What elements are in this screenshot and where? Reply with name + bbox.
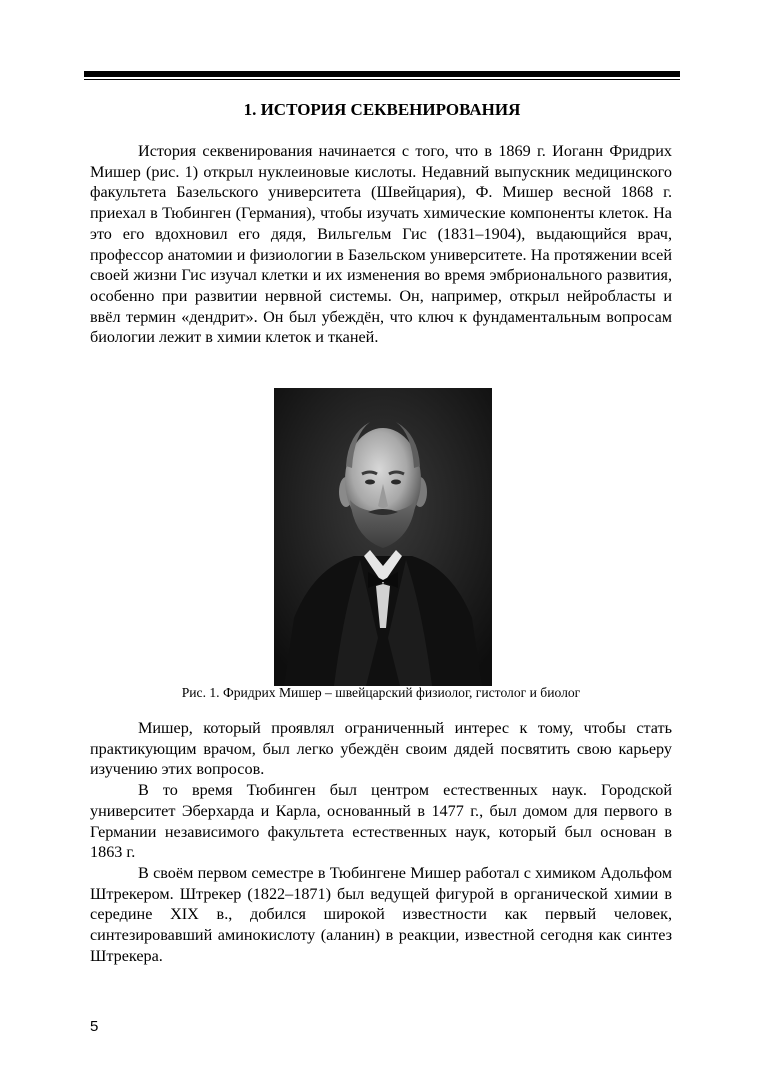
header-rule-thick bbox=[84, 71, 680, 77]
body-text-before-figure bbox=[90, 141, 672, 348]
paragraph: История секвенирования начинается с того, что в 1869 г. Иоганн Фридрих Мишер (рис. 1) открыл нуклеиновые кислоты. Недавний выпускник медицинского факультета Базельского университета (Швейцария), Ф. Мишер весной 1868 г. приехал в Тюбинген (Германия), чтобы изучать химические компоненты клеток. На это его вдохновил его дядя, Вильгельм Гис (1831–1904), выдающийся врач, профессор анатомии и физиологии в Базельском университете. На протяжении всей своей жизни Гис изучал клетки и их изменения во время эмбрионального развития, особенно при развитии нервной системы. Он, например, открыл нейробласты и ввёл термин «дендрит». Он был убеждён, что ключ к фундаментальным вопросам биологии лежит в химии клеток и тканей. bbox=[90, 142, 672, 347]
page-number: 5 bbox=[90, 1018, 99, 1035]
body-text-after-figure bbox=[90, 718, 672, 966]
paragraph: В то время Тюбинген был центром естественных наук. Городской университет Эберхарда и Карла, основанный в 1477 г., был домом для первого в Германии независимого факультета естественных наук, который был основан в 1863 г. bbox=[90, 781, 672, 862]
portrait-image bbox=[274, 388, 492, 686]
paragraph: Мишер, который проявлял ограниченный интерес к тому, чтобы стать практикующим врачом, был легко убеждён своим дядей посвятить свою карьеру изучению этих вопросов. bbox=[90, 719, 672, 779]
portrait-figure bbox=[274, 388, 492, 686]
header-rule-thin bbox=[84, 79, 680, 80]
figure-caption: Рис. 1. Фридрих Мишер – швейцарский физиолог, гистолог и биолог bbox=[181, 685, 581, 700]
section-title: 1. ИСТОРИЯ СЕКВЕНИРОВАНИЯ bbox=[243, 100, 521, 119]
paragraph: В своём первом семестре в Тюбингене Мишер работал с химиком Адольфом Штрекером. Штрекер (1822–1871) был ведущей фигурой в органической химии в середине XIX в., добился широкой известности как первый человек, синтезировавший аминокислоту (аланин) в реакции, известной сегодня как синтез Штрекера. bbox=[90, 863, 672, 965]
